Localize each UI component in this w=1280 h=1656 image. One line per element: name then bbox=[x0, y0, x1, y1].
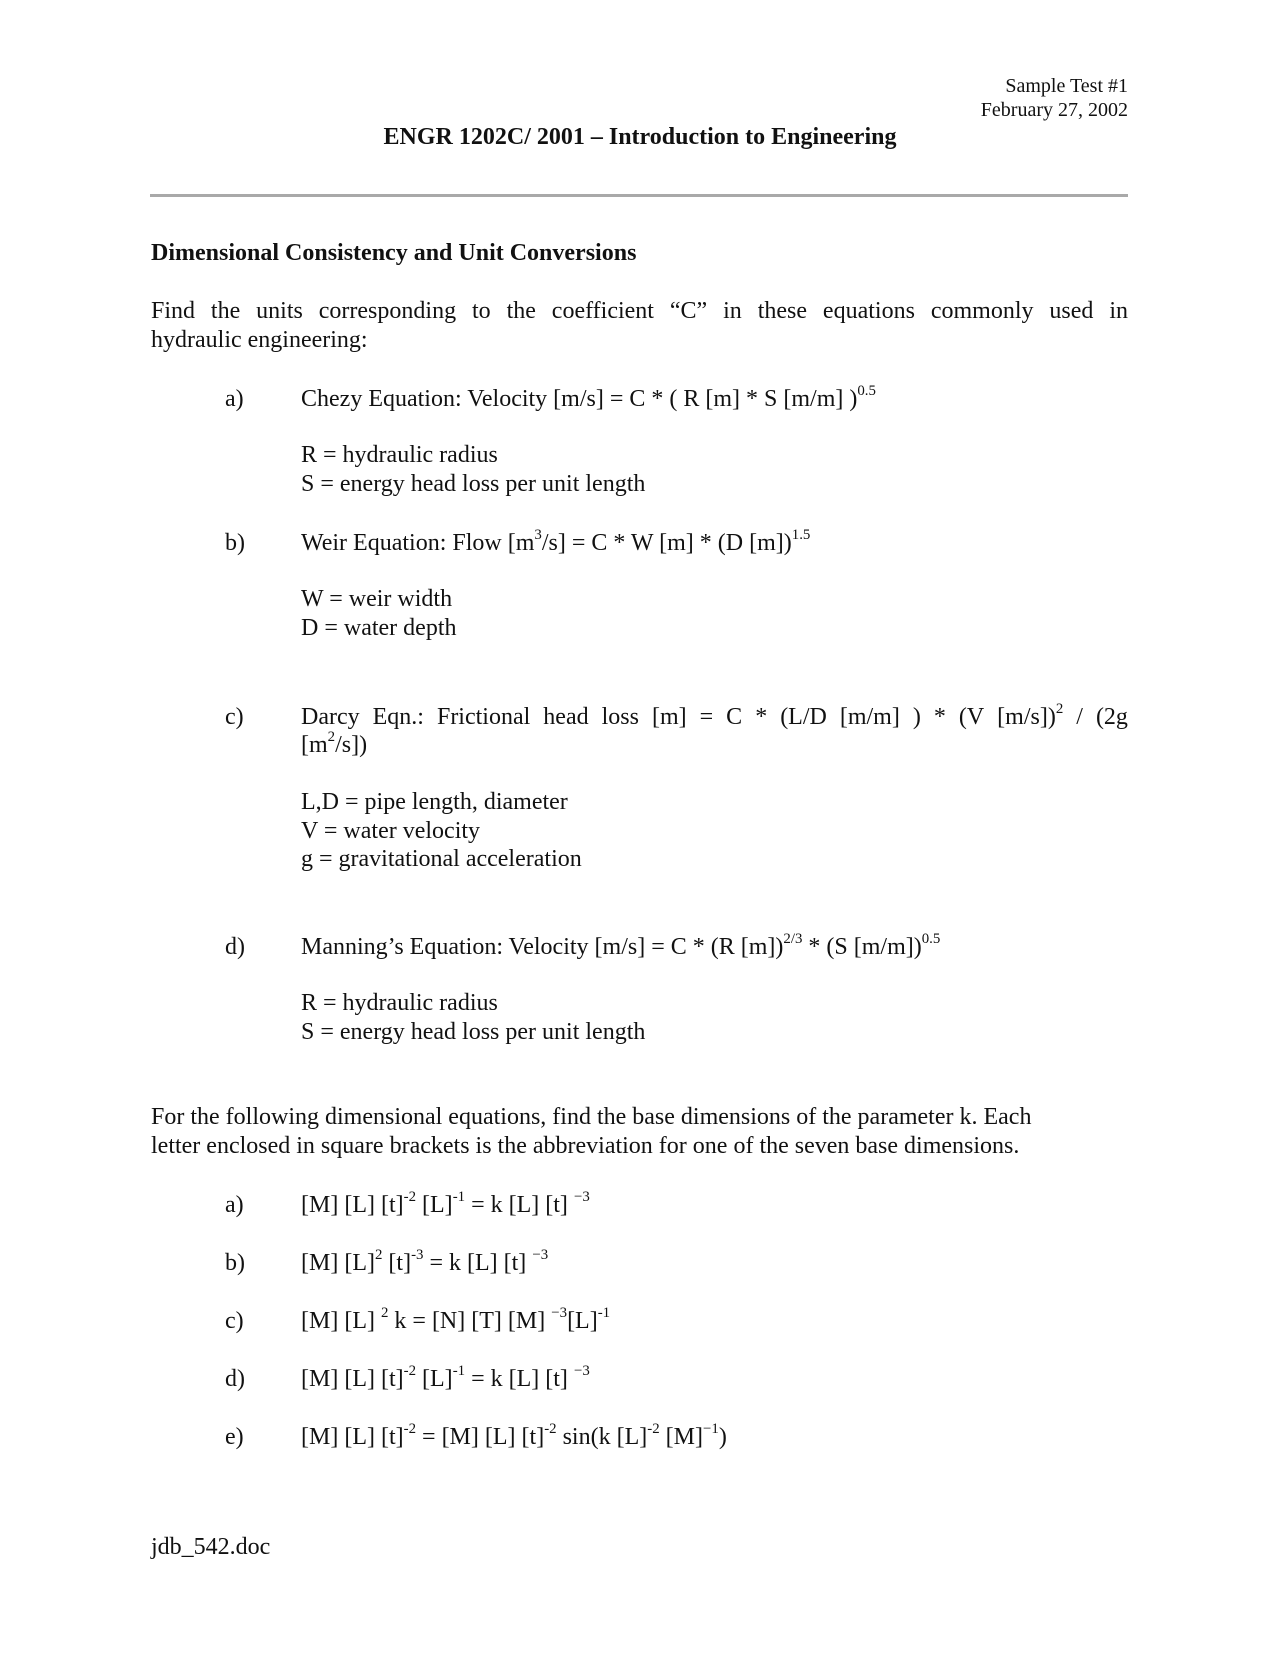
dim-equation-d: [M] [L] $[t]^{-2}$ $[L]^{-1} = k$ [L] [t] $^{-3}$ bbox=[301, 1362, 590, 1392]
weir-def-w: W = weir width bbox=[301, 586, 453, 612]
darcy-equation-line-2: $[m^2/s]$) bbox=[301, 728, 368, 758]
weir-equation: Weir Equation: Flow $[m^3/s] = C * W$ [m] * (D [m])$^{1.5}$ bbox=[301, 526, 811, 556]
darcy-equation-line-1: Darcy Eqn.: Frictional head loss [m] = C * (L/D [m/m] ) * (V [m/s])$^2$ / (2g bbox=[301, 700, 1128, 730]
chezy-def-s: S = energy head loss per unit length bbox=[301, 471, 646, 497]
dim-label-d: d) bbox=[225, 1366, 245, 1392]
darcy-def-v: V = water velocity bbox=[301, 818, 481, 844]
item-label-b: b) bbox=[225, 530, 245, 556]
test-date: February 27, 2002 bbox=[980, 99, 1128, 121]
darcy-def-g: g = gravitational acceleration bbox=[301, 846, 582, 872]
part2-intro-line-1: For the following dimensional equations, find the base dimensions of the parameter k. Each bbox=[151, 1104, 1032, 1130]
section-heading: Dimensional Consistency and Unit Conversions bbox=[151, 240, 637, 266]
test-label: Sample Test #1 bbox=[1005, 75, 1128, 97]
dim-label-a: a) bbox=[225, 1192, 244, 1218]
footer-filename: jdb_542.doc bbox=[151, 1534, 271, 1560]
dim-label-c: c) bbox=[225, 1308, 244, 1334]
header-divider bbox=[150, 194, 1128, 197]
part2-intro-line-2: letter enclosed in square brackets is the abbreviation for one of the seven base dimensions. bbox=[151, 1133, 1020, 1159]
chezy-equation: Chezy Equation: Velocity [m/s] = C * ( R [m] * S [m/m] )$^{0.5}$ bbox=[301, 382, 876, 412]
item-label-d: d) bbox=[225, 934, 245, 960]
dim-equation-e: [M] [L] $[t]^{-2} = [M]$ [L] $[t]^{-2}$ sin(k $[L]^{-2}$ $[M]^{-1}$) bbox=[301, 1420, 727, 1450]
intro-line-1: Find the units corresponding to the coefficient “C” in these equations commonly used in bbox=[151, 298, 1128, 324]
course-title: ENGR 1202C/ 2001 – Introduction to Engineering bbox=[383, 124, 897, 150]
dim-equation-a: [M] [L] $[t]^{-2}$ $[L]^{-1} = k$ [L] [t] $^{-3}$ bbox=[301, 1188, 590, 1218]
dim-label-b: b) bbox=[225, 1250, 245, 1276]
dim-label-e: e) bbox=[225, 1424, 244, 1450]
chezy-def-r: R = hydraulic radius bbox=[301, 442, 498, 468]
manning-equation: Manning’s Equation: Velocity [m/s] = C * (R [m])$^{2/3}$ * (S [m/m])$^{0.5}$ bbox=[301, 930, 941, 960]
manning-def-r: R = hydraulic radius bbox=[301, 990, 498, 1016]
dim-equation-c: [M] [L] $^2$ k = [N] [T] [M] $^{-3}[L]^{-1}$ bbox=[301, 1304, 611, 1334]
manning-def-s: S = energy head loss per unit length bbox=[301, 1019, 646, 1045]
item-label-c: c) bbox=[225, 704, 244, 730]
dim-equation-b: [M] $[L]^2$ $[t]^{-3} = k$ [L] [t] $^{-3}$ bbox=[301, 1246, 549, 1276]
intro-line-2: hydraulic engineering: bbox=[151, 327, 368, 353]
darcy-def-ld: L,D = pipe length, diameter bbox=[301, 789, 568, 815]
weir-def-d: D = water depth bbox=[301, 615, 457, 641]
item-label-a: a) bbox=[225, 386, 244, 412]
